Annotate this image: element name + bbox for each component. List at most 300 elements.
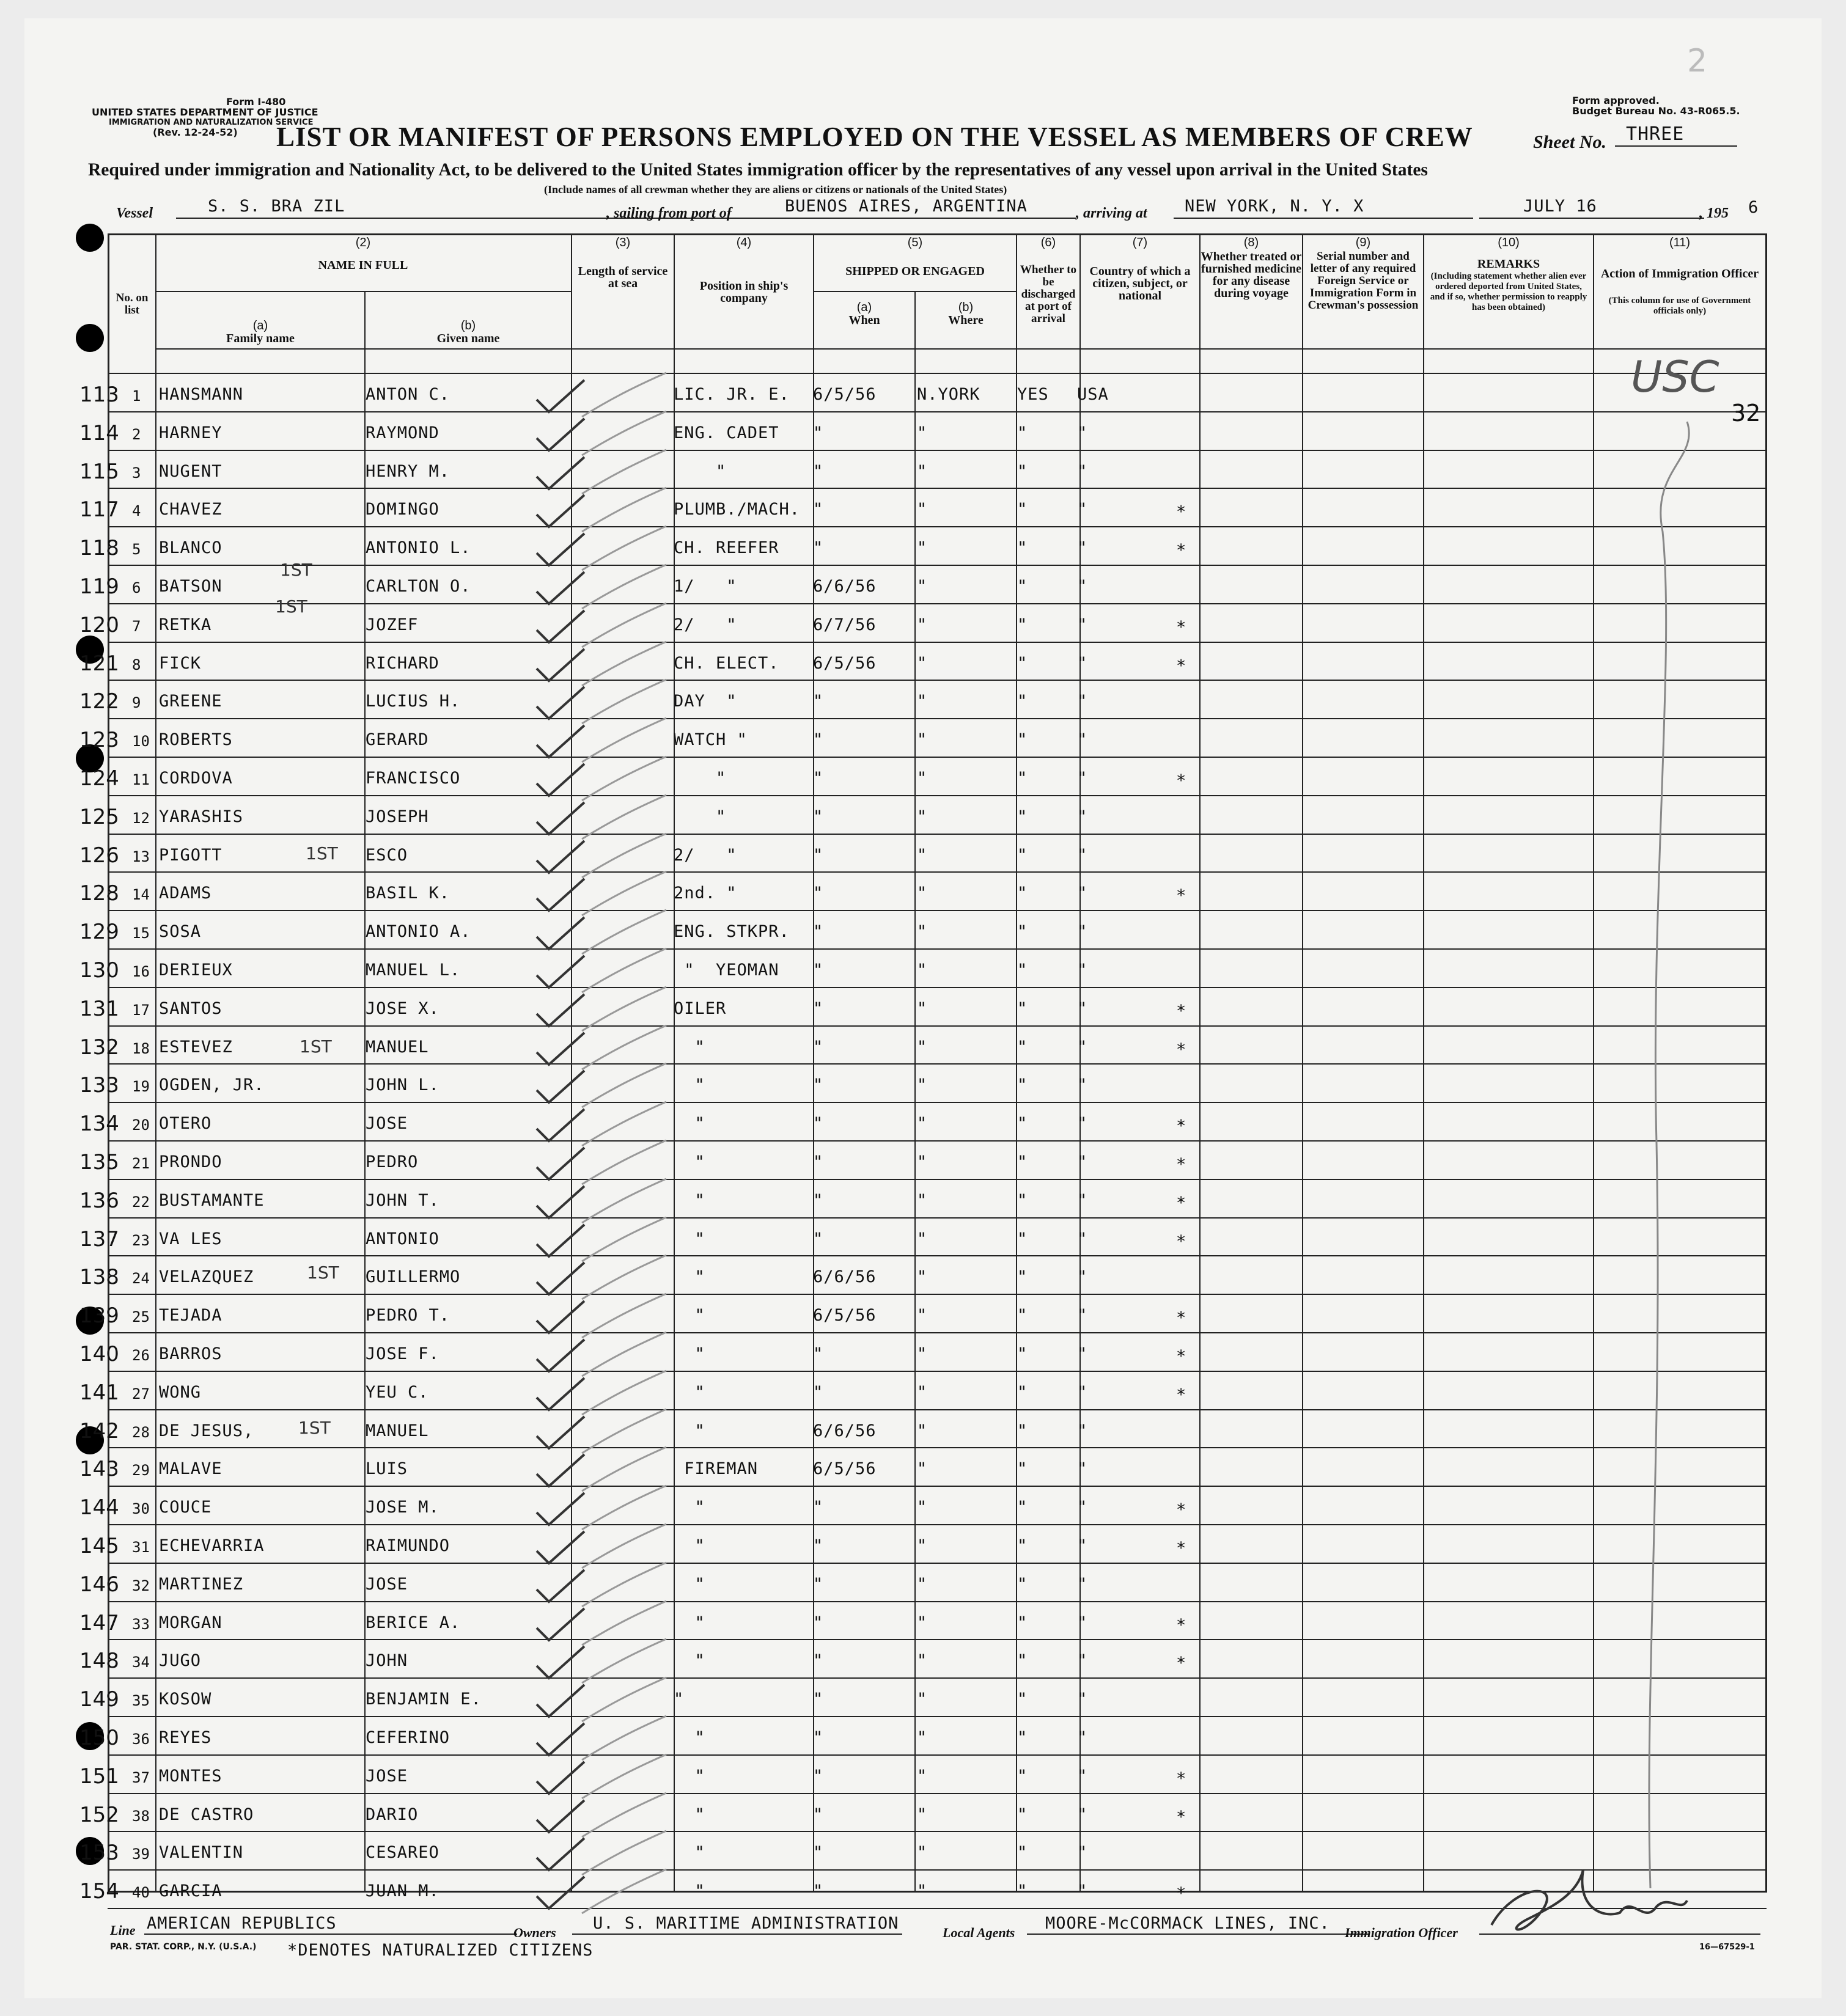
row-serial: 138 [79, 1265, 119, 1290]
row-line-number: 32 [132, 1577, 150, 1594]
cell-family: MARTINEZ [159, 1574, 244, 1594]
cell-pos: " [674, 1190, 705, 1210]
naturalized-star: * [1176, 617, 1187, 637]
cell-country: " [1077, 461, 1088, 481]
department: UNITED STATES DEPARTMENT OF JUSTICE [92, 106, 318, 118]
cell-pos: " [674, 1728, 705, 1747]
row-rule [108, 450, 1767, 451]
cell-family: BLANCO [159, 538, 222, 558]
cell-disch: " [1017, 1153, 1028, 1171]
row-line-number: 31 [132, 1539, 150, 1556]
cell-given: JOSE M. [366, 1498, 439, 1517]
col5-num: (5) [907, 236, 923, 249]
cell-where: " [917, 1882, 928, 1901]
cell-country: " [1077, 1459, 1088, 1479]
cell-family: VALENTIN [159, 1843, 244, 1863]
cell-disch: " [1017, 1344, 1028, 1363]
cell-family: BUSTAMANTE [159, 1190, 265, 1210]
cell-where: " [917, 1421, 928, 1440]
cell-when: " [813, 1690, 824, 1709]
cell-given: BASIL K. [366, 884, 450, 903]
row-rule [108, 1754, 1767, 1756]
cell-family: WONG [159, 1382, 202, 1402]
col8-num: (8) [1243, 236, 1259, 249]
cell-given: JOSEPH [366, 807, 429, 826]
cell-country: " [1077, 653, 1088, 673]
row-serial: 150 [79, 1726, 119, 1750]
cell-country: " [1077, 1267, 1088, 1287]
cell-when: " [813, 961, 824, 980]
cell-pos: ENG. STKPR. [674, 922, 790, 942]
naturalized-star: * [1176, 1039, 1187, 1059]
cell-country: " [1077, 1382, 1088, 1402]
cell-where: " [917, 1076, 928, 1095]
row-serial: 140 [79, 1342, 119, 1366]
cell-where: " [917, 1114, 928, 1134]
cell-country: " [1077, 1344, 1088, 1363]
cell-pos: " [674, 1843, 705, 1863]
cell-when: 6/6/56 [813, 577, 877, 596]
cell-when: 6/5/56 [813, 653, 877, 673]
row-rule [108, 411, 1767, 412]
cell-family: CORDOVA [159, 769, 233, 788]
naturalized-star: * [1176, 1884, 1187, 1904]
row-serial: 115 [79, 459, 119, 484]
col4-title: Position in ship's company [699, 279, 789, 305]
cell-pos: " [674, 461, 727, 481]
cell-pos: CH. REEFER [674, 538, 779, 558]
row-rule [108, 1639, 1767, 1640]
naturalized-note: *DENOTES NATURALIZED CITIZENS [287, 1941, 594, 1960]
cell-country: " [1077, 769, 1088, 788]
cell-disch: " [1017, 653, 1028, 673]
cell-given: RAIMUNDO [366, 1536, 450, 1555]
agents-value: MOORE-McCORMACK LINES, INC. [1045, 1914, 1330, 1933]
row-rule [108, 603, 1767, 604]
naturalized-star: * [1176, 1193, 1187, 1212]
col11-title: Action of Immigration Officer [1600, 267, 1759, 280]
punch-hole [76, 324, 104, 352]
row-line-number: 37 [132, 1769, 150, 1786]
page-title: LIST OR MANIFEST OF PERSONS EMPLOYED ON THE VESSEL AS MEMBERS OF CREW [276, 122, 1473, 152]
cell-disch: " [1017, 538, 1028, 558]
cell-where: N.YORK [917, 385, 980, 404]
row-line-number: 25 [132, 1308, 150, 1326]
cell-when: 6/7/56 [813, 615, 877, 634]
cell-pos: " [674, 1690, 685, 1709]
cell-when: " [813, 1574, 824, 1594]
row-rule [108, 565, 1767, 566]
row-rule [108, 834, 1767, 835]
cell-where: " [917, 1229, 928, 1248]
cell-country: " [1077, 1728, 1088, 1747]
cell-country: " [1077, 999, 1088, 1018]
cell-when: " [813, 1843, 824, 1863]
cell-family: HARNEY [159, 423, 222, 442]
row-line-number: 29 [132, 1462, 150, 1479]
cell-disch: " [1017, 1613, 1028, 1632]
naturalized-star: * [1176, 1615, 1187, 1635]
naturalized-star: * [1176, 1500, 1187, 1520]
row-line-number: 2 [132, 425, 141, 443]
cell-when: " [813, 1190, 824, 1210]
sheet-label: Sheet No. [1533, 132, 1606, 152]
cell-where: " [917, 1267, 928, 1287]
row-line-number: 5 [132, 541, 141, 559]
cell-disch: " [1017, 423, 1028, 442]
cell-pos: ENG. CADET [674, 423, 779, 442]
row-rule [108, 1677, 1767, 1679]
cell-given: JOSE [366, 1574, 408, 1594]
cell-country: " [1077, 423, 1088, 442]
cell-disch: " [1017, 1190, 1028, 1210]
row-serial: 114 [79, 420, 119, 445]
cell-given: JOHN [366, 1651, 408, 1671]
naturalized-star: * [1176, 1385, 1187, 1404]
cell-country: " [1077, 577, 1088, 596]
row-line-number: 17 [132, 1001, 150, 1019]
row-line-number: 38 [132, 1807, 150, 1825]
row-line-number: 13 [132, 848, 150, 865]
col11-num: (11) [1669, 236, 1691, 249]
cell-pos: FIREMAN [674, 1459, 759, 1479]
cell-family: BARROS [159, 1344, 222, 1363]
cell-disch: " [1017, 1843, 1028, 1863]
row-line-number: 22 [132, 1193, 150, 1211]
cell-pos: " [674, 1229, 705, 1248]
col2a-num: (a) [252, 319, 268, 332]
cell-given: JOSE [366, 1766, 408, 1786]
owners-value: U. S. MARITIME ADMINISTRATION [593, 1914, 899, 1933]
row-serial: 126 [79, 843, 119, 868]
cell-country: " [1077, 845, 1088, 865]
row-rule [108, 987, 1767, 988]
first-mark: 1ST [300, 1036, 332, 1057]
cell-pos: 2nd. " [674, 884, 737, 903]
col9-title: Serial number and letter of any required Foreign Service or Immigration Form in Crewman's possession [1307, 250, 1419, 312]
arriving-at: NEW YORK, N. Y. X [1185, 197, 1364, 216]
row-serial: 142 [79, 1418, 119, 1443]
cell-where: " [917, 999, 928, 1018]
cell-when: " [813, 461, 824, 481]
cell-disch: " [1017, 692, 1028, 711]
row-serial: 135 [79, 1150, 119, 1175]
first-mark: 1ST [306, 843, 338, 863]
row-serial: 121 [79, 651, 119, 676]
cell-when: 6/5/56 [813, 385, 877, 404]
row-serial: 130 [79, 958, 119, 983]
cell-given: CARLTON O. [366, 577, 471, 596]
cell-pos: " [674, 1382, 705, 1402]
naturalized-star: * [1176, 771, 1187, 790]
cell-pos: " [674, 807, 727, 826]
manifest-sheet [24, 18, 1822, 1998]
cell-where: " [917, 1613, 928, 1632]
cell-when: " [813, 1536, 824, 1555]
row-line-number: 19 [132, 1078, 150, 1096]
row-serial: 151 [79, 1764, 119, 1789]
cell-family: NUGENT [159, 461, 222, 481]
cell-family: CHAVEZ [159, 500, 222, 519]
row-rule [108, 1294, 1767, 1295]
cell-disch: " [1017, 999, 1028, 1018]
naturalized-star: * [1176, 1001, 1187, 1021]
cell-family: RETKA [159, 615, 212, 634]
row-rule [108, 1102, 1767, 1103]
cell-when: " [813, 1114, 824, 1134]
cell-family: MALAVE [159, 1459, 222, 1479]
cell-pos: " [674, 1613, 705, 1632]
cell-where: " [917, 1498, 928, 1517]
row-line-number: 35 [132, 1692, 150, 1710]
row-serial: 117 [79, 497, 119, 522]
col10-num: (10) [1498, 236, 1520, 249]
cell-given: BERICE A. [366, 1613, 461, 1632]
cell-country: " [1077, 1574, 1088, 1594]
row-rule [108, 871, 1767, 873]
cell-family: FICK [159, 653, 202, 673]
cell-given: ANTONIO [366, 1229, 439, 1248]
col3-num: (3) [615, 236, 631, 249]
cell-when: " [813, 692, 824, 711]
cell-given: MANUEL [366, 1421, 429, 1440]
col2b-num: (b) [460, 319, 476, 332]
cell-when: 6/5/56 [813, 1306, 877, 1325]
naturalized-star: * [1176, 886, 1187, 906]
arrival-date: JULY 16 [1523, 197, 1597, 216]
row-line-number: 16 [132, 963, 150, 980]
col9-num: (9) [1355, 236, 1371, 249]
cell-pos: " [674, 1421, 705, 1440]
naturalized-star: * [1176, 1308, 1187, 1328]
sailing-label: , sailing from port of [606, 205, 732, 221]
cell-where: " [917, 1805, 928, 1824]
cell-family: GARCIA [159, 1882, 222, 1901]
cell-where: " [917, 1843, 928, 1863]
cell-family: SANTOS [159, 999, 222, 1018]
cell-given: PEDRO [366, 1153, 419, 1171]
naturalized-star: * [1176, 656, 1187, 675]
cell-pos: " [674, 1344, 705, 1363]
cell-family: DERIEUX [159, 961, 233, 980]
usc-annotation: USC [1631, 352, 1719, 402]
cell-family: REYES [159, 1728, 212, 1747]
first-mark: 1ST [275, 596, 307, 617]
cell-where: " [917, 1651, 928, 1671]
cell-where: " [917, 1459, 928, 1479]
cell-given: ANTONIO L. [366, 538, 471, 558]
row-line-number: 8 [132, 656, 141, 673]
cell-when: 6/6/56 [813, 1267, 877, 1287]
cell-pos: " [674, 1805, 705, 1824]
cell-given: JOHN L. [366, 1076, 439, 1095]
owners-label: Owners [513, 1925, 556, 1940]
cell-when: 6/5/56 [813, 1459, 877, 1479]
row-rule [108, 718, 1767, 719]
row-line-number: 36 [132, 1731, 150, 1748]
col5-title: SHIPPED OR ENGAGED [845, 265, 985, 278]
col7-num: (7) [1132, 236, 1148, 249]
cell-when: " [813, 538, 824, 558]
row-serial: 141 [79, 1380, 119, 1405]
cell-when: 6/6/56 [813, 1421, 877, 1440]
line-value: AMERICAN REPUBLICS [147, 1914, 337, 1933]
col3-title: Length of service at sea [578, 265, 668, 290]
col5a-title: When [848, 313, 880, 327]
row-rule [108, 526, 1767, 527]
cell-when: " [813, 423, 824, 442]
row-line-number: 10 [132, 733, 150, 750]
cell-disch: " [1017, 884, 1028, 903]
col2-num: (2) [355, 236, 371, 249]
cell-given: MANUEL [366, 1037, 429, 1057]
cell-disch: " [1017, 1882, 1028, 1901]
cell-family: ECHEVARRIA [159, 1536, 265, 1555]
punch-hole [76, 224, 104, 252]
row-serial: 137 [79, 1226, 119, 1252]
cell-country: " [1077, 1690, 1088, 1709]
cell-given: BENJAMIN E. [366, 1690, 482, 1709]
cell-where: " [917, 1153, 928, 1171]
row-line-number: 18 [132, 1039, 150, 1057]
row-rule [108, 1025, 1767, 1027]
cell-given: ANTONIO A. [366, 922, 471, 942]
cell-country: " [1077, 1153, 1088, 1171]
row-serial: 125 [79, 804, 119, 829]
row-serial: 124 [79, 766, 119, 791]
cell-disch: " [1017, 1805, 1028, 1824]
col11-sub: (This column for use of Government officials only) [1608, 296, 1751, 316]
row-line-number: 33 [132, 1615, 150, 1633]
naturalized-star: * [1176, 1231, 1187, 1251]
form-number: Form I-480 [226, 96, 286, 108]
cell-given: HENRY M. [366, 461, 450, 481]
cell-family: PRONDO [159, 1153, 222, 1171]
cell-pos: " [674, 1498, 705, 1517]
cell-pos: " [674, 1766, 705, 1786]
cell-pos: OILER [674, 999, 727, 1018]
cell-family: KOSOW [159, 1690, 212, 1709]
cell-country: " [1077, 1306, 1088, 1325]
inclusion-note: (Include names of all crewman whether they are aliens or citizens or nationals of the United States) [544, 183, 1007, 196]
row-line-number: 34 [132, 1654, 150, 1671]
cell-family: ADAMS [159, 884, 212, 903]
row-rule [108, 948, 1767, 950]
row-line-number: 30 [132, 1500, 150, 1518]
row-serial: 118 [79, 536, 119, 561]
cell-when: " [813, 1805, 824, 1824]
naturalized-star: * [1176, 1539, 1187, 1558]
col5a-num: (a) [856, 301, 872, 314]
cell-country: " [1077, 1190, 1088, 1210]
cell-when: " [813, 1344, 824, 1363]
cell-disch: " [1017, 922, 1028, 942]
cell-when: " [813, 1766, 824, 1786]
cell-pos: 2/ " [674, 845, 737, 865]
cell-pos: PLUMB./MACH. [674, 500, 801, 519]
cell-country: " [1077, 1882, 1088, 1901]
form-code: 16—67529-1 [1699, 1943, 1755, 1952]
row-line-number: 3 [132, 464, 141, 482]
row-serial: 144 [79, 1495, 119, 1520]
cell-when: " [813, 730, 824, 750]
cell-family: BATSON [159, 577, 222, 596]
naturalized-star: * [1176, 541, 1187, 560]
subtitle: Required under immigration and Nationality Act, to be delivered to the United States immigration officer by the representatives of any vessel upon arrival in the United States [88, 160, 1428, 180]
col6-title: Whether to be discharged at port of arrival [1020, 263, 1076, 325]
cell-where: " [917, 845, 928, 865]
col10-sub: (Including statement whether alien ever ordered deported from United States, and if so, whether permission to reapply has been obtained) [1430, 271, 1587, 312]
col2-title: NAME IN FULL [318, 258, 408, 272]
cell-given: LUCIUS H. [366, 692, 461, 711]
cell-disch: " [1017, 1037, 1028, 1057]
cell-country: " [1077, 1805, 1088, 1824]
cell-where: " [917, 577, 928, 596]
row-rule [108, 1371, 1767, 1372]
row-line-number: 28 [132, 1423, 150, 1441]
cell-given: JOSE F. [366, 1344, 439, 1363]
cell-where: " [917, 461, 928, 481]
cell-when: " [813, 1498, 824, 1517]
cell-country: " [1077, 807, 1088, 826]
cell-disch: " [1017, 500, 1028, 519]
row-serial: 129 [79, 920, 119, 945]
cell-given: ESCO [366, 845, 408, 865]
col-no-title: No. on list [116, 291, 149, 317]
row-serial: 147 [79, 1610, 119, 1635]
cell-pos: " [674, 1574, 705, 1594]
naturalized-star: * [1176, 1769, 1187, 1788]
cell-disch: " [1017, 807, 1028, 826]
first-mark: 1ST [307, 1263, 339, 1283]
row-serial: 128 [79, 881, 119, 906]
cell-where: " [917, 1306, 928, 1325]
row-serial: 133 [79, 1073, 119, 1098]
cell-when: " [813, 1882, 824, 1901]
row-serial: 132 [79, 1035, 119, 1060]
row-line-number: 11 [132, 771, 150, 788]
cell-where: " [917, 1344, 928, 1363]
col7-title: Country of which a citizen, subject, or national [1089, 265, 1191, 302]
col10-title: REMARKS [1477, 257, 1540, 271]
cell-pos: DAY " [674, 692, 737, 711]
row-line-number: 9 [132, 694, 141, 712]
cell-pos: " [674, 1076, 705, 1095]
row-rule [108, 757, 1767, 758]
cell-disch: " [1017, 1536, 1028, 1555]
cell-family: OGDEN, JR. [159, 1076, 265, 1095]
row-line-number: 1 [132, 387, 141, 405]
cell-given: FRANCISCO [366, 769, 461, 788]
row-serial: 131 [79, 996, 119, 1021]
row-line-number: 4 [132, 502, 141, 520]
cell-given: JOHN T. [366, 1190, 439, 1210]
row-serial: 152 [79, 1802, 119, 1827]
pencil-line-mark [1614, 409, 1712, 1901]
cell-country: " [1077, 692, 1088, 711]
cell-family: PIGOTT [159, 845, 222, 865]
cell-family: ROBERTS [159, 730, 233, 750]
cell-where: " [917, 1190, 928, 1210]
arriving-label: , arriving at [1076, 205, 1147, 221]
row-rule [108, 1793, 1767, 1794]
row-line-number: 6 [132, 579, 141, 596]
sailing-from: BUENOS AIRES, ARGENTINA [785, 197, 1028, 216]
row-serial: 149 [79, 1687, 119, 1712]
page-count: 32 [1731, 400, 1761, 427]
cell-when: " [813, 922, 824, 942]
cell-given: GUILLERMO [366, 1267, 461, 1287]
